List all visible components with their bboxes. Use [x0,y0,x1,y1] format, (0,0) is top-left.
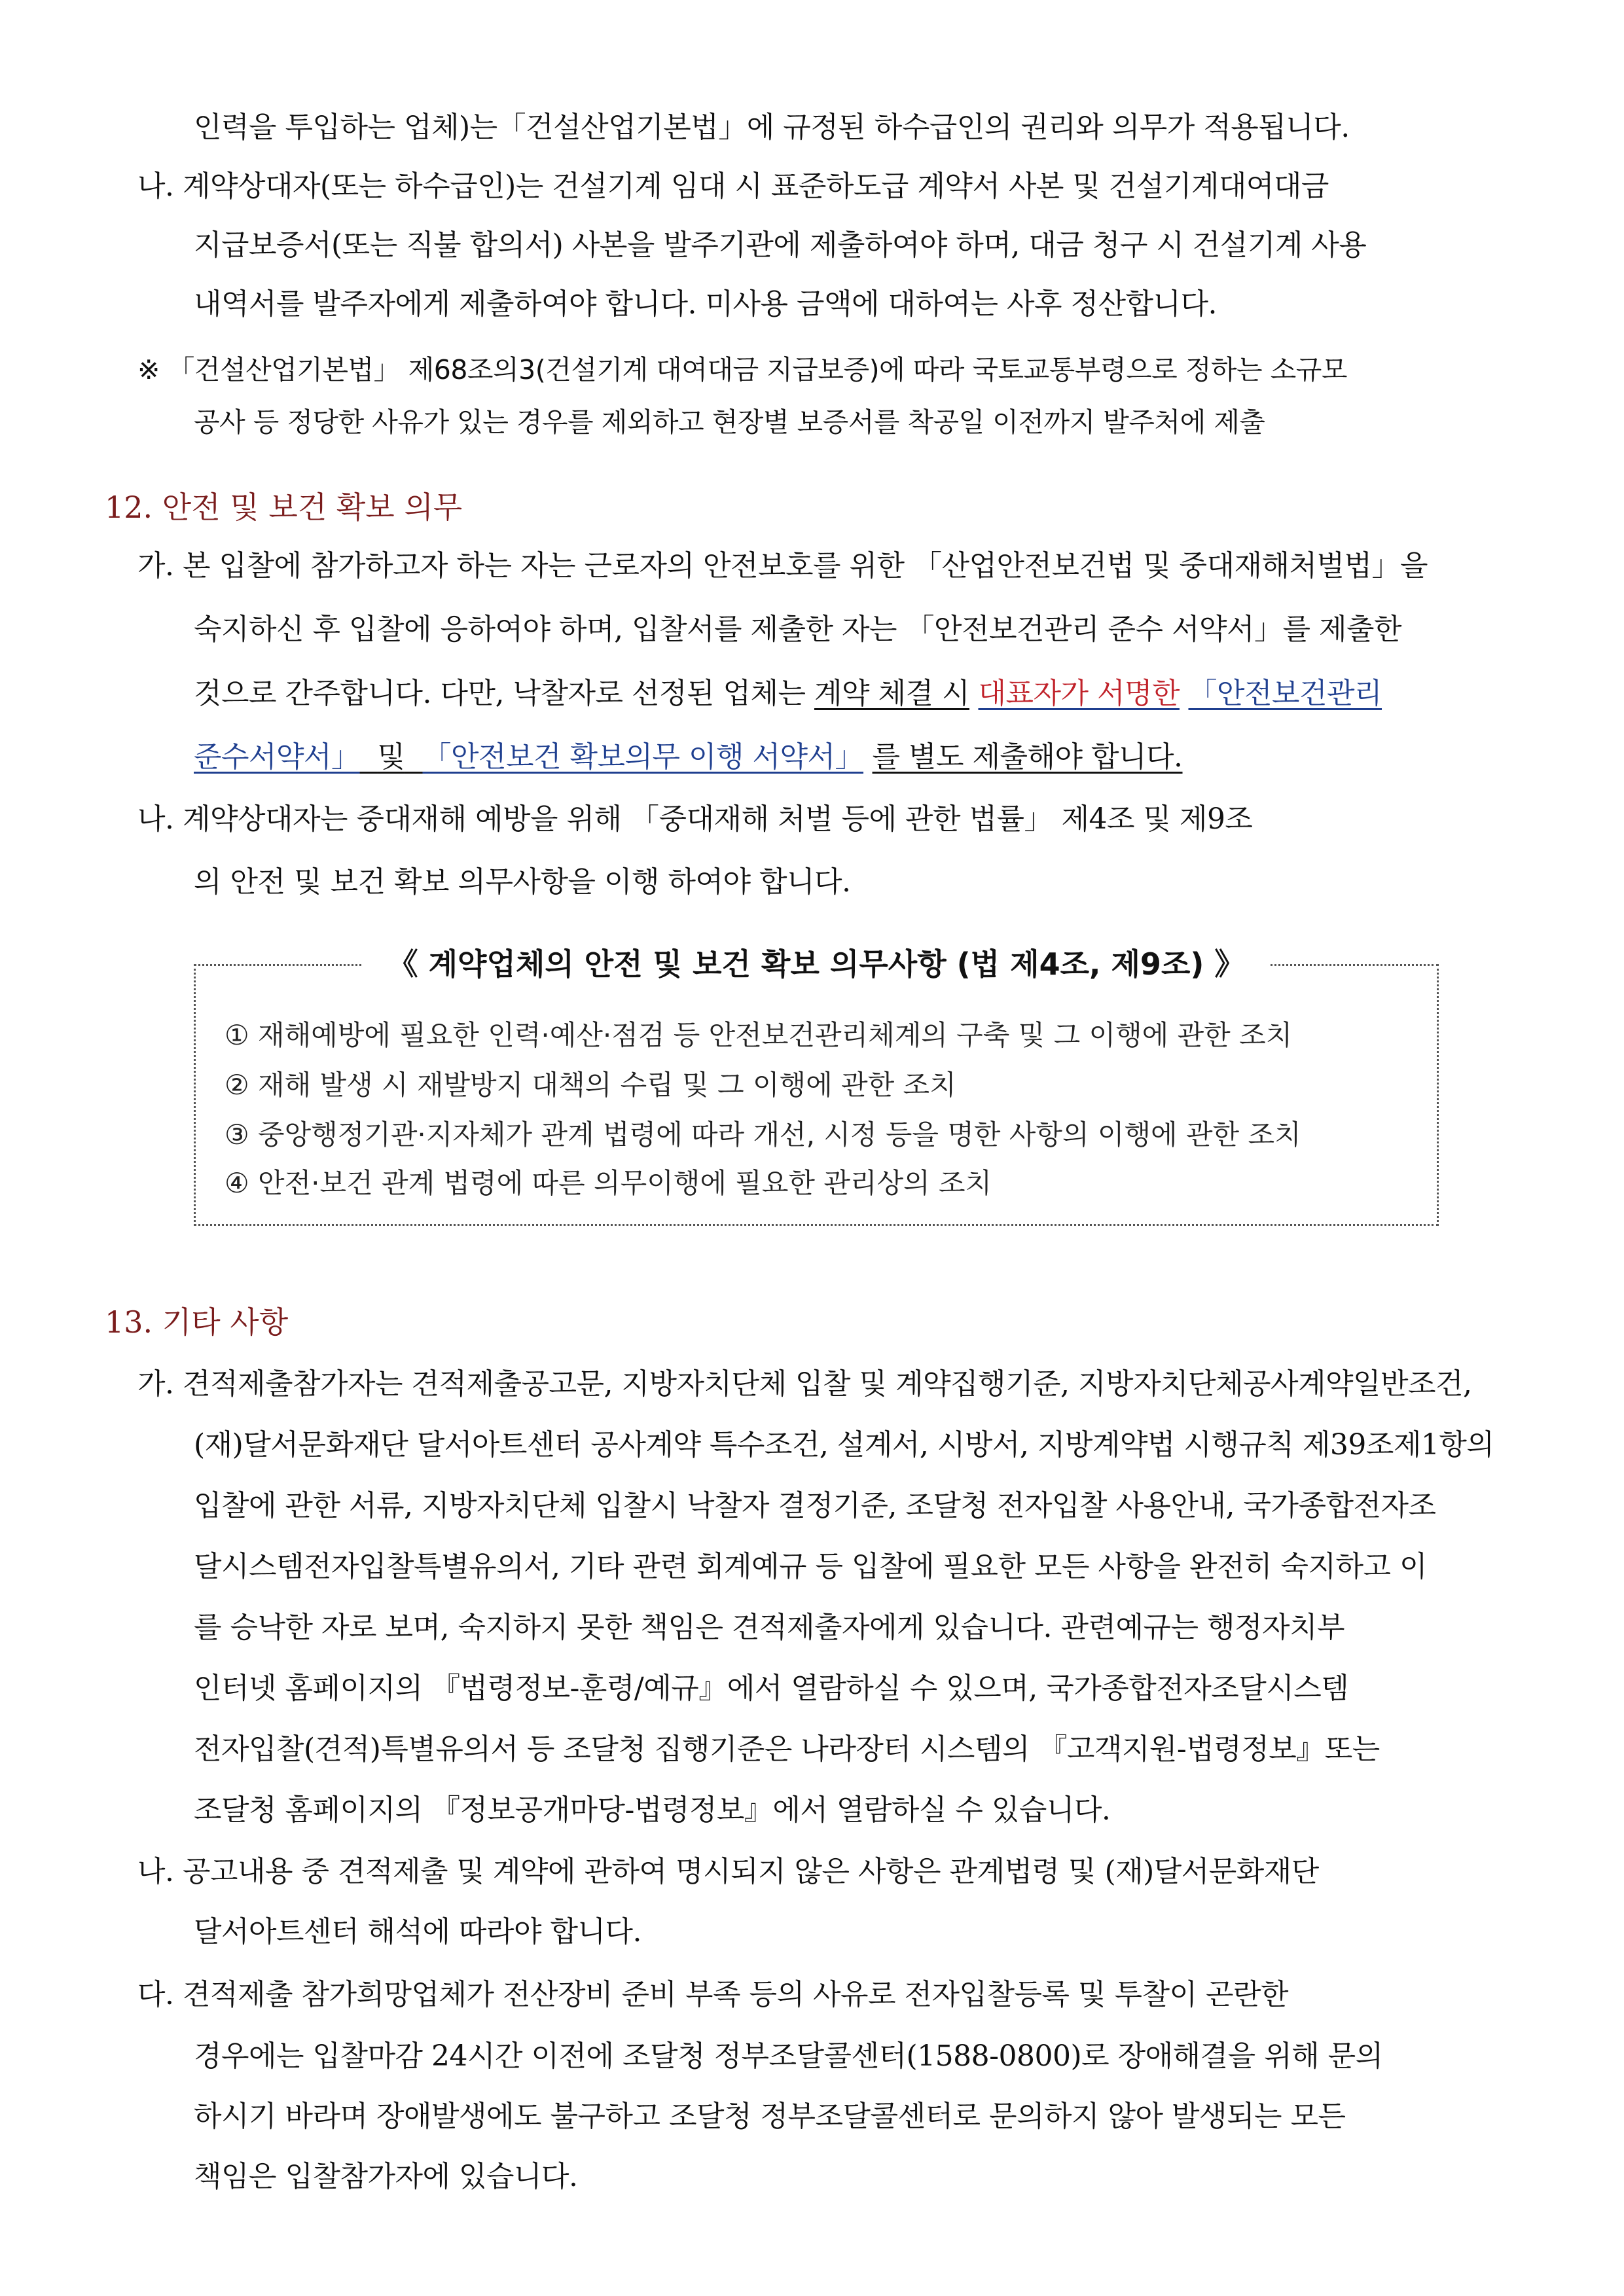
spacer [405,740,423,774]
duties-box-title: 《 계약업체의 안전 및 보건 확보 의무사항 (법 제4조, 제9조) 》 [362,946,1271,982]
note-line-1: ※ 「건설산업기본법」 제68조의3(건설기계 대여대금 지급보증)에 따라 국토교통부령으로 정하는 소규모 [137,354,1347,386]
s13-ga-line-6: 인터넷 홈페이지의 『법령정보-훈령/예규』에서 열람하실 수 있으며, 국가종합전자조달시스템 [194,1672,1349,1705]
safety-pledge-ref-2: 준수서약서」 [194,740,360,774]
submit-separately-text: 를 별도 제출해야 합니다. [872,740,1183,774]
duty-item-3: ③ 중앙행정기관·지자체가 관계 법령에 따라 개선, 시정 등을 명한 사항의 이행에 관한 조치 [225,1119,1301,1151]
s13-na-line-2: 달서아트센터 해석에 따라야 합니다. [194,1915,642,1948]
s13-da-line-1: 다. 견적제출 참가희망업체가 전산장비 준비 부족 등의 사유로 전자입찰등록 및 투찰이 곤란한 [137,1978,1288,2011]
duty-item-1: ① 재해예방에 필요한 인력·예산·점검 등 안전보건관리체계의 구축 및 그 이행에 관한 조치 [225,1019,1293,1051]
duty-item-4: ④ 안전·보건 관계 법령에 따른 의무이행에 필요한 관리상의 조치 [225,1167,992,1199]
s13-ga-line-2: (재)달서문화재단 달서아트센터 공사계약 특수조건, 설계서, 시방서, 지방계약법 시행규칙 제39조제1항의 [194,1428,1494,1462]
duty-pledge-ref: 「안전보건 확보의무 이행 서약서」 [422,740,864,774]
s13-ga-line-3: 입찰에 관한 서류, 지방자치단체 입찰시 낙찰자 결정기준, 조달청 전자입찰 사용안내, 국가종합전자조 [194,1489,1436,1522]
s12-na-line-2: 의 안전 및 보건 확보 의무사항을 이행 하여야 합니다. [194,865,851,899]
note-line-2: 공사 등 정당한 사유가 있는 경우를 제외하고 현장별 보증서를 착공일 이전까지 발주처에 제출 [194,406,1265,438]
section-13-heading: 13. 기타 사항 [105,1304,289,1340]
s13-ga-line-4: 달시스템전자입찰특별유의서, 기타 관련 회계예규 등 입찰에 필요한 모든 사항을 완전히 숙지하고 이 [194,1550,1427,1583]
safety-pledge-ref-1: 「안전보건관리 [1188,677,1382,710]
s13-da-line-3: 하시기 바라며 장애발생에도 불구하고 조달청 정부조달콜센터로 문의하지 않아 발생되는 모든 [194,2100,1346,2133]
duties-box-title-wrap [196,941,1437,987]
s12-ga-line-1: 가. 본 입찰에 참가하고자 하는 자는 근로자의 안전보호를 위한 「산업안전보건법 및 중대재해처벌법」을 [137,549,1428,583]
s13-da-line-4: 책임은 입찰참가자에 있습니다. [194,2160,578,2193]
contract-signing-underline: 계약 체결 시 [814,677,969,710]
duties-box [194,946,1439,1226]
section-12-heading: 12. 안전 및 보건 확보 의무 [105,490,463,525]
conjunction-and [360,740,378,774]
s12-ga-line-4 [194,738,1183,777]
duty-item-2: ② 재해 발생 시 재발방지 대책의 수립 및 그 이행에 관한 조치 [225,1069,956,1101]
s12-ga-line-3 [194,674,1382,713]
s13-ga-line-8: 조달청 홈페이지의 『정보공개마당-법령정보』에서 열람하실 수 있습니다. [194,1793,1111,1827]
s13-ga-line-5: 를 승낙한 자로 보며, 숙지하지 못한 책임은 견적제출자에게 있습니다. 관련예규는 행정자치부 [194,1611,1344,1644]
s13-da-line-2: 경우에는 입찰마감 24시간 이전에 조달청 정부조달콜센터(1588-0800)로 장애해결을 위해 문의 [194,2039,1383,2073]
item-na-line-1: 나. 계약상대자(또는 하수급인)는 건설기계 임대 시 표준하도급 계약서 사본 및 건설기계대여대금 [137,170,1329,203]
intro-line-1: 인력을 투입하는 업체)는「건설산업기본법」에 규정된 하수급인의 권리와 의무가 적용됩니다. [194,111,1350,144]
s12-na-line-1: 나. 계약상대자는 중대재해 예방을 위해 「중대재해 처벌 등에 관한 법률」 제4조 및 제9조 [137,802,1253,836]
s13-na-line-1: 나. 공고내용 중 견적제출 및 계약에 관하여 명시되지 않은 사항은 관계법령 및 (재)달서문화재단 [137,1855,1319,1888]
s12-ga-line-2: 숙지하신 후 입찰에 응하여야 하며, 입찰서를 제출한 자는 「안전보건관리 준수 서약서」를 제출한 [194,613,1401,646]
s13-ga-line-7: 전자입찰(견적)특별유의서 등 조달청 집행기준은 나라장터 시스템의 『고객지원-법령정보』또는 [194,1732,1380,1766]
representative-signed-text: 대표자가 서명한 [978,677,1180,710]
item-na-line-3: 내역서를 발주자에게 제출하여야 합니다. 미사용 금액에 대하여는 사후 정산합니다. [194,287,1217,321]
item-na-line-2: 지급보증서(또는 직불 합의서) 사본을 발주기관에 제출하여야 하며, 대금 청구 시 건설기계 사용 [194,228,1367,262]
and-text: 및 [377,740,405,774]
s13-ga-line-1: 가. 견적제출참가자는 견적제출공고문, 지방자치단체 입찰 및 계약집행기준, 지방자치단체공사계약일반조건, [137,1367,1472,1401]
s12-ga-line-3-text: 것으로 간주합니다. 다만, 낙찰자로 선정된 업체는 [194,677,814,710]
